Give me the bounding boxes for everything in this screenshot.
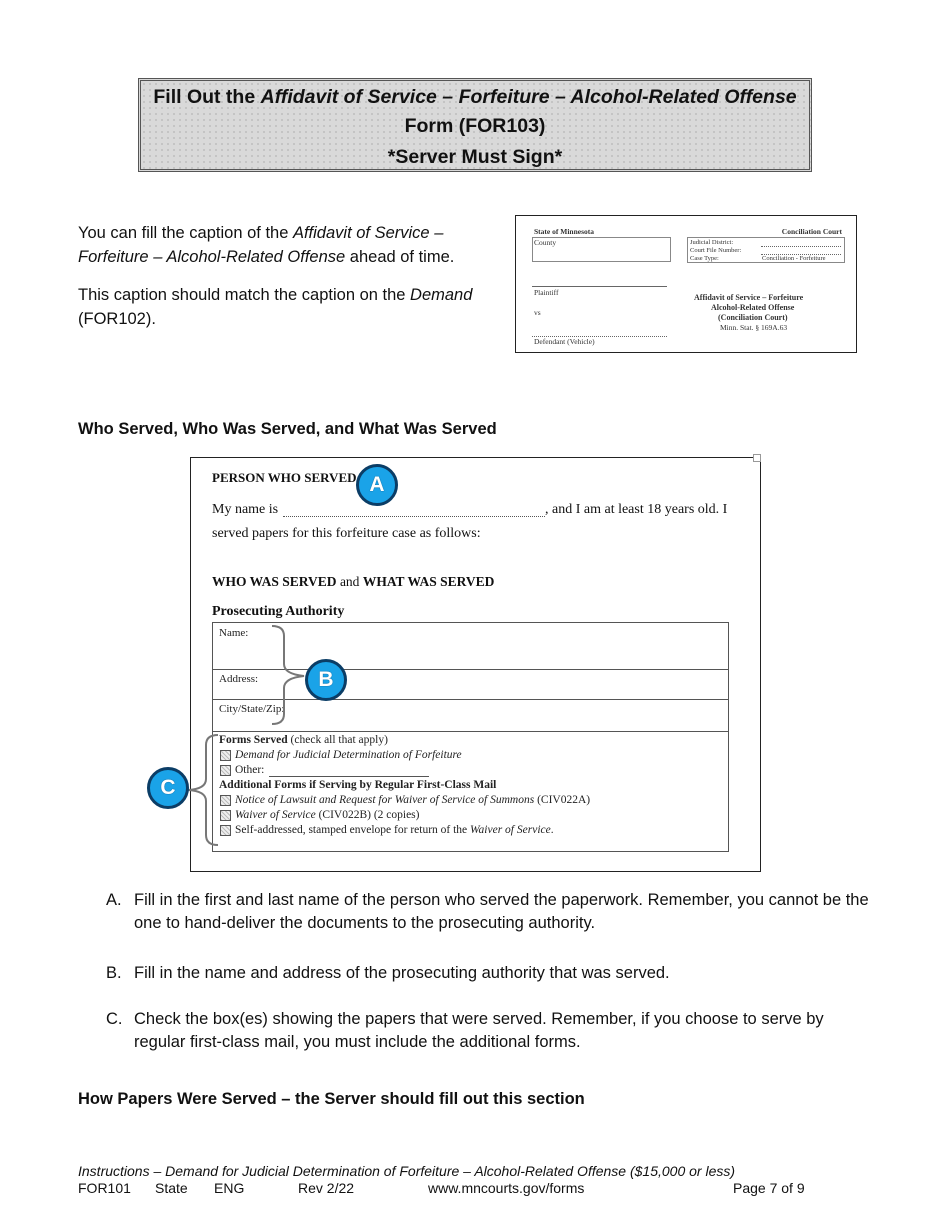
footer-meta [78, 1180, 838, 1198]
marker-b: B [305, 659, 347, 701]
footer-form-code: FOR101 [78, 1180, 131, 1196]
footer-state: State [155, 1180, 188, 1196]
caption-preview [515, 215, 857, 353]
prosecuting-authority-label: Prosecuting Authority [212, 604, 345, 619]
footer-url[interactable]: www.mncourts.gov/forms [428, 1180, 585, 1196]
marker-a: A [356, 464, 398, 506]
who-was-served-heading: WHO WAS SERVED and WHAT WAS SERVED [212, 574, 495, 589]
instruction-a [106, 889, 876, 935]
envelope-item: Self-addressed, stamped envelope for return of the Waiver of Service. [235, 824, 554, 836]
name-label: Name: [219, 627, 249, 639]
corner-mark [753, 454, 761, 462]
caption-court-file-number: Court File Number: [690, 247, 742, 254]
intro-paragraph-2: This caption should match the caption on the Demand (FOR102). [78, 286, 473, 328]
other-line [269, 776, 429, 777]
instruction-c-letter: C. [106, 1010, 123, 1028]
forms-served-label: Forms Served (check all that apply) [219, 734, 388, 746]
server-name-line [283, 516, 545, 517]
city-state-zip-label: City/State/Zip: [219, 703, 285, 715]
caption-court: Conciliation Court [781, 227, 842, 236]
caption-case-type: Case Type: [690, 255, 719, 262]
footer-lang: ENG [214, 1180, 245, 1196]
caption-case-type-value: Conciliation - Forfeiture [762, 255, 826, 262]
additional-forms-label: Additional Forms if Serving by Regular First-Class Mail [219, 779, 497, 791]
caption-vs: vs [534, 308, 541, 317]
intro-paragraph-1: You can fill the caption of the Affidavit of Service – Forfeiture – Alcohol-Related Offense ahead of time. [78, 224, 455, 266]
section-heading-how-served: How Papers Were Served – the Server should fill out this section [78, 1090, 585, 1108]
caption-doc-title-1: Affidavit of Service – Forfeiture [694, 293, 804, 302]
address-label: Address: [219, 673, 259, 685]
caption-state: State of Minnesota [534, 227, 594, 236]
caption-plaintiff: Plaintiff [534, 288, 559, 297]
instruction-a-letter: A. [106, 891, 122, 909]
instruction-b [106, 962, 876, 985]
footer-title: Instructions – Demand for Judicial Determination of Forfeiture – Alcohol-Related Offense ($15,000 or less) [78, 1163, 736, 1179]
bracket-c [184, 733, 224, 847]
person-who-served-label: PERSON WHO SERVED [212, 470, 357, 485]
footer-page: Page 7 of 9 [733, 1180, 805, 1196]
caption-doc-title-3: (Conciliation Court) [718, 313, 788, 322]
page-title-box [138, 78, 812, 172]
instruction-c [106, 1008, 876, 1054]
instruction-c-text: Check the box(es) showing the papers that were served. Remember, if you choose to serve by regular first-class mail, you must include the additional forms. [134, 1010, 824, 1051]
title-line-1: Fill Out the Affidavit of Service – Forfeiture – Alcohol-Related Offense [153, 86, 797, 108]
footer-rev: Rev 2/22 [298, 1180, 355, 1196]
caption-defendant: Defendant (Vehicle) [534, 337, 595, 346]
section-heading-served: Who Served, Who Was Served, and What Was Served [78, 420, 497, 438]
waiver-item: Waiver of Service (CIV022B) (2 copies) [235, 809, 420, 821]
my-name-is-label: My name is [212, 502, 279, 517]
title-line-3: *Server Must Sign* [387, 146, 563, 168]
title-line-2: Form (FOR103) [404, 115, 546, 137]
caption-county: County [534, 238, 557, 247]
instruction-b-letter: B. [106, 964, 122, 982]
other-item: Other: [235, 764, 265, 776]
demand-item: Demand for Judicial Determination of Forfeiture [235, 749, 462, 761]
served-papers-text: served papers for this forfeiture case as follows: [212, 526, 481, 541]
caption-statute: Minn. Stat. § 169A.63 [720, 323, 788, 332]
marker-c: C [147, 767, 189, 809]
age-statement: , and I am at least 18 years old. I [545, 502, 728, 517]
caption-doc-title-2: Alcohol-Related Offense [711, 303, 795, 312]
caption-judicial-district: Judicial District: [690, 239, 734, 246]
instruction-b-text: Fill in the name and address of the prosecuting authority that was served. [134, 964, 670, 982]
notice-item: Notice of Lawsuit and Request for Waiver of Service of Summons (CIV022A) [235, 794, 591, 806]
instruction-a-text: Fill in the first and last name of the person who served the paperwork. Remember, you cannot be the one to hand-deliver the documents to the prosecuting authority. [134, 891, 869, 932]
